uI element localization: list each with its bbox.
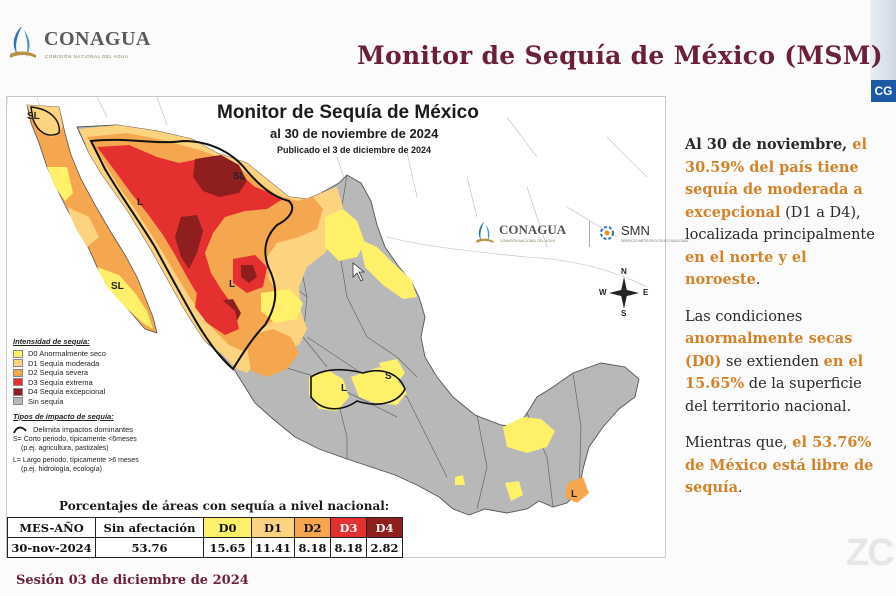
table-header: D3	[331, 518, 367, 538]
legend-impact-title: Tipos de impacto de sequía:	[13, 412, 114, 421]
legend-impact-line	[13, 424, 213, 435]
inset-conagua-wordmark: CONAGUA	[499, 222, 567, 237]
summary-highlight: anormalmente secas (D0)	[685, 330, 853, 370]
map-label-l-yucatan: L	[571, 489, 578, 500]
map-legend	[13, 337, 213, 474]
table-row	[8, 538, 403, 558]
map-label-sl-baja: SL	[111, 281, 124, 292]
summary-highlight: el 30.59% del país tiene sequía de moderada a excepcional	[685, 136, 867, 221]
map-published-date: Publicado el 3 de diciembre de 2024	[277, 145, 432, 155]
summary-text-span: Mientras que,	[685, 435, 793, 451]
summary-text-span: (D1 a D4), localizada principalmente	[685, 204, 875, 243]
legend-swatch	[13, 350, 23, 358]
legend-impact-line-label: Delimita impactos dominantes	[33, 425, 134, 434]
table-cell: 15.65	[204, 538, 252, 558]
legend-label: Sin sequía	[28, 396, 64, 406]
cg-badge: CG	[871, 80, 896, 102]
legend-impact-s-example: (p.ej. agricultura, pastizales)	[21, 445, 109, 452]
legend-item	[13, 387, 213, 397]
summary-text-span: .	[737, 480, 743, 496]
table-header: MES-AÑO	[8, 518, 96, 538]
compass-w: W	[599, 288, 607, 297]
logo-subtitle: COMISIÓN NACIONAL DEL AGUA	[45, 54, 129, 59]
legend-item	[13, 359, 213, 369]
legend-swatch	[13, 378, 23, 386]
conagua-emblem-icon	[475, 220, 495, 246]
legend-swatch	[13, 369, 23, 377]
inset-smn-subtitle: SERVICIO METEOROLÓGICO NACIONAL	[621, 239, 689, 243]
table-cell: 2.82	[367, 538, 403, 558]
map-label-sl-n: SL	[233, 171, 246, 182]
drought-percentage-table	[7, 517, 403, 558]
map-title: Monitor de Sequía de México	[217, 102, 479, 123]
legend-impact-s: S= Corto periodo, típicamente <6meses	[13, 436, 137, 443]
table-header: D4	[367, 518, 403, 538]
table-cell: 8.18	[295, 538, 331, 558]
table-header-row	[8, 518, 403, 538]
smn-emblem-icon	[595, 221, 619, 245]
legend-label: D2 Sequía severa	[28, 368, 89, 378]
summary-paragraph-1	[685, 134, 885, 292]
legend-impact-l-example: (p.ej. hidrología, ecología)	[21, 466, 102, 473]
legend-item	[13, 378, 213, 388]
drought-map-panel	[6, 96, 689, 558]
inset-conagua-subtitle: COMISIÓN NACIONAL DEL AGUA	[500, 239, 555, 243]
legend-intensity-title: Intensidad de sequía:	[13, 337, 90, 346]
compass-n: N	[621, 267, 627, 276]
legend-swatch	[13, 388, 23, 396]
inset-smn-wordmark: SMN	[621, 223, 650, 238]
table-cell: 8.18	[331, 538, 367, 558]
map-label-s-center: S	[385, 371, 392, 382]
logo-wordmark: CONAGUA	[44, 28, 151, 50]
legend-item	[13, 368, 213, 378]
summary-highlight: en el norte y el noroeste	[685, 248, 807, 288]
summary-text-span: Al 30 de noviembre,	[685, 136, 853, 153]
legend-label: D4 Sequía excepcional	[28, 387, 106, 397]
page-title: Monitor de Sequía de México (MSM)	[357, 41, 883, 70]
zoom-watermark: ZC	[846, 532, 893, 574]
summary-text-span: de la superficie del territorio nacional.	[685, 376, 862, 415]
summary-text-span: Las condiciones	[685, 308, 803, 325]
table-header: D2	[295, 518, 331, 538]
conagua-emblem-icon	[8, 24, 38, 62]
map-label-sl-nw: SL	[27, 111, 40, 122]
compass-rose	[599, 269, 649, 317]
legend-swatch	[13, 359, 23, 367]
map-label-l-sonora: L	[137, 197, 144, 208]
summary-highlight: en el 15.65%	[685, 352, 864, 392]
map-inset-logos	[475, 217, 689, 251]
legend-label: D0 Anormalmente seco	[28, 349, 106, 359]
table-cell: 11.41	[252, 538, 295, 558]
summary-text-span: .	[755, 272, 761, 288]
boundary-line-icon	[13, 426, 27, 434]
legend-item	[13, 397, 213, 407]
table-header: Sin afectación	[96, 518, 204, 538]
mexico-drought-map	[7, 97, 667, 559]
summary-paragraph-2	[685, 306, 885, 419]
table-cell: 30-nov-2024	[8, 538, 96, 558]
summary-text	[685, 134, 885, 514]
table-header: D1	[252, 518, 295, 538]
compass-s: S	[621, 309, 627, 318]
map-label-l-durango: L	[229, 279, 236, 290]
inset-logo-divider	[589, 221, 590, 247]
session-date: Sesión 03 de diciembre de 2024	[16, 573, 249, 588]
legend-item	[13, 349, 213, 359]
summary-highlight: el 53.76% de México está libre de sequía	[685, 434, 874, 496]
legend-swatch	[13, 397, 23, 405]
summary-text-span: se extienden	[721, 353, 824, 370]
table-header: D0	[204, 518, 252, 538]
table-heading: Porcentajes de áreas con sequía a nivel nacional:	[59, 499, 390, 513]
legend-label: D1 Sequía moderada	[28, 358, 100, 368]
map-label-l-michoacan: L	[341, 383, 348, 394]
summary-paragraph-3	[685, 432, 885, 500]
legend-impact-l: L= Largo periodo, típicamente >6 meses	[13, 457, 139, 464]
compass-e: E	[643, 288, 649, 297]
legend-label: D3 Sequía extrema	[28, 377, 93, 387]
map-date: al 30 de noviembre de 2024	[270, 126, 439, 141]
conagua-logo	[8, 22, 168, 66]
table-cell: 53.76	[96, 538, 204, 558]
